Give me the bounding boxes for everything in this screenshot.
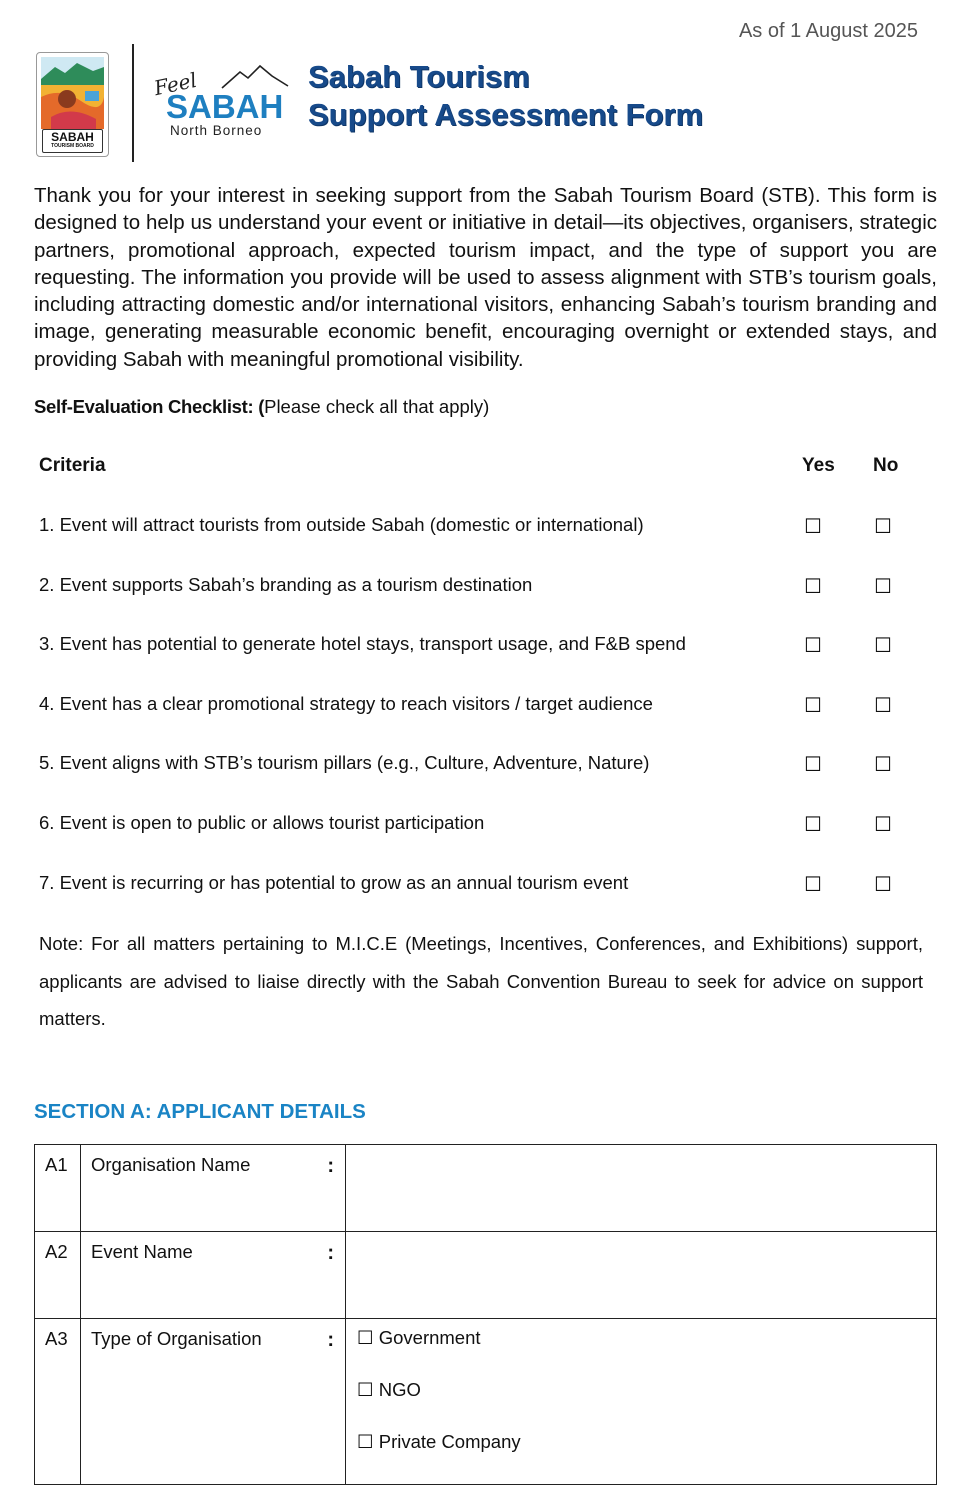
criteria-row (39, 574, 919, 604)
field-colon: : (327, 1329, 334, 1351)
table-row (35, 1319, 937, 1485)
feel-sabah-logo (150, 60, 290, 140)
sabah-tourism-board-logo (36, 52, 109, 157)
field-label (81, 1319, 346, 1485)
board-logo-subtitle: TOURISM BOARD (51, 143, 94, 149)
intro-paragraph: Thank you for your interest in seeking support from the Sabah Tourism Board (STB). This form is designed to help us understand your event or initiative in detail—its objectives, organisers, strategic partners, promotional approach, expected tourism impact, and the type of support you are requesting. The information you provide will be used to assess alignment with STB’s tourism goals, including attracting domestic and/or international visitors, enhancing Sabah’s tourism branding and image, generating measurable economic benefit, encouraging overnight or extended stays, and providing Sabah with meaningful promotional visibility. (34, 184, 937, 371)
applicant-details-table (34, 1144, 937, 1485)
board-logo-nameplate (42, 129, 103, 153)
field-colon: : (327, 1155, 334, 1177)
criteria-column-header: Criteria (39, 455, 106, 476)
organisation-type-options (346, 1319, 937, 1485)
checklist-heading (34, 396, 489, 418)
no-column-header: No (873, 455, 899, 476)
criteria-row (39, 872, 919, 902)
yes-checkbox[interactable]: ☐ (804, 576, 822, 598)
criteria-row (39, 514, 919, 544)
no-checkbox[interactable]: ☐ (874, 754, 892, 776)
yes-checkbox[interactable]: ☐ (804, 695, 822, 717)
no-checkbox[interactable]: ☐ (874, 635, 892, 657)
feel-logo-region: North Borneo (170, 123, 263, 138)
yes-checkbox[interactable]: ☐ (804, 635, 822, 657)
yes-column-header: Yes (802, 455, 835, 476)
mice-note: Note: For all matters pertaining to M.I.C.E (Meetings, Incentives, Conferences, and Exhibitions) support, applicants are advised to liaise directly with the Sabah Convention Bureau to seek for advice on support matters. (39, 933, 923, 1029)
form-title-line1: Sabah Tourism (308, 59, 530, 94)
table-row (35, 1232, 937, 1319)
no-checkbox[interactable]: ☐ (874, 576, 892, 598)
checklist-heading-rest: Please check all that apply) (264, 396, 490, 417)
criteria-text: 3. Event has potential to generate hotel stays, transport usage, and F&B spend (39, 633, 686, 654)
logo-artwork-icon (41, 57, 104, 129)
organisation-name-field[interactable] (346, 1145, 937, 1232)
row-number: A3 (35, 1319, 81, 1485)
row-number: A2 (35, 1232, 81, 1319)
field-label-text: Organisation Name (91, 1154, 251, 1175)
field-label-text: Type of Organisation (91, 1328, 262, 1349)
section-a-title: SECTION A: APPLICANT DETAILS (34, 1100, 366, 1123)
as-of-date: As of 1 August 2025 (738, 20, 918, 42)
no-checkbox[interactable]: ☐ (874, 516, 892, 538)
option-ngo-checkbox[interactable]: ☐ NGO (357, 1379, 421, 1400)
option-government-checkbox[interactable]: ☐ Government (357, 1327, 481, 1348)
yes-checkbox[interactable]: ☐ (804, 874, 822, 896)
field-label (81, 1232, 346, 1319)
criteria-row (39, 812, 919, 842)
criteria-row (39, 752, 919, 782)
field-label (81, 1145, 346, 1232)
yes-checkbox[interactable]: ☐ (804, 516, 822, 538)
criteria-row (39, 693, 919, 723)
form-title-line2: Support Assessment Form (308, 97, 704, 132)
feel-logo-sabah-text (166, 88, 283, 126)
yes-checkbox[interactable]: ☐ (804, 814, 822, 836)
option-private-company-checkbox[interactable]: ☐ Private Company (357, 1431, 521, 1452)
criteria-text: 6. Event is open to public or allows tourist participation (39, 812, 485, 833)
criteria-text: 2. Event supports Sabah’s branding as a tourism destination (39, 574, 533, 595)
criteria-text: 1. Event will attract tourists from outside Sabah (domestic or international) (39, 514, 644, 535)
criteria-text: 5. Event aligns with STB’s tourism pillars (e.g., Culture, Adventure, Nature) (39, 752, 650, 773)
yes-checkbox[interactable]: ☐ (804, 754, 822, 776)
field-label-text: Event Name (91, 1241, 193, 1262)
criteria-text: 4. Event has a clear promotional strategy to reach visitors / target audience (39, 693, 653, 714)
field-colon: : (327, 1242, 334, 1264)
form-title (308, 58, 703, 134)
criteria-row (39, 633, 919, 663)
no-checkbox[interactable]: ☐ (874, 695, 892, 717)
board-logo-name: SABAH (51, 130, 94, 144)
criteria-text: 7. Event is recurring or has potential to grow as an annual tourism event (39, 872, 629, 893)
no-checkbox[interactable]: ☐ (874, 814, 892, 836)
feel-logo-sabah-word: SABAH (166, 88, 284, 125)
checklist-heading-bold: Self-Evaluation Checklist: ( (34, 396, 265, 417)
event-name-field[interactable] (346, 1232, 937, 1319)
header-divider (132, 44, 134, 162)
table-row (35, 1145, 937, 1232)
row-number: A1 (35, 1145, 81, 1232)
feel-logo-feel-text: Feel (151, 67, 199, 101)
no-checkbox[interactable]: ☐ (874, 874, 892, 896)
